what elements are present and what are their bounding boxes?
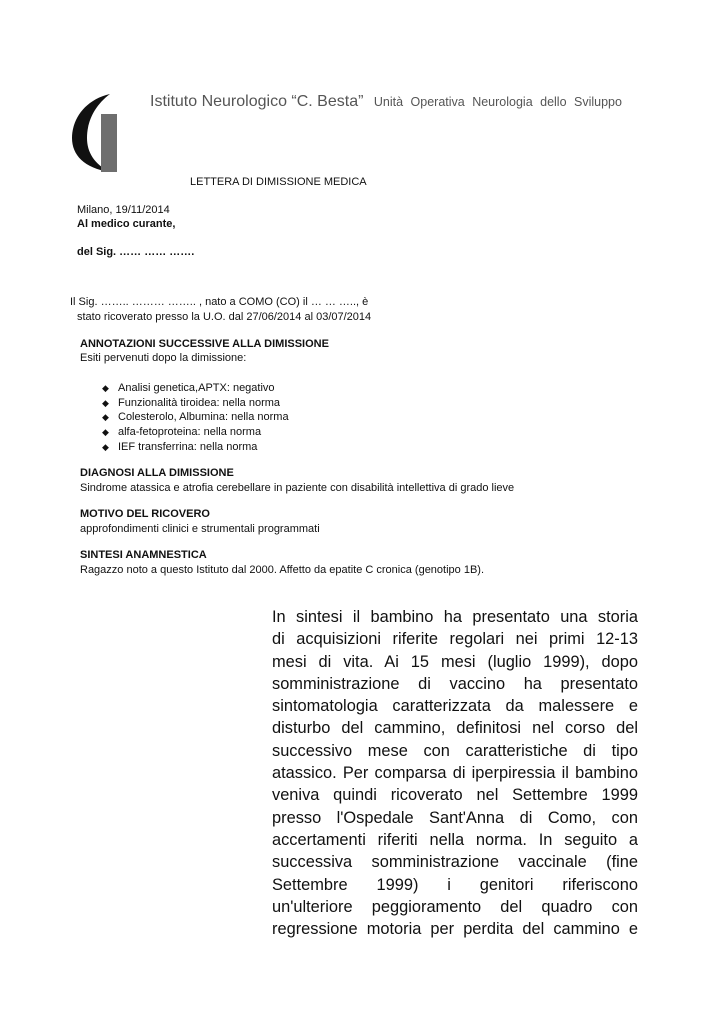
header bbox=[150, 93, 622, 111]
list-item: ◆ Analisi genetica,APTX: negativo bbox=[102, 382, 275, 394]
place-date: Milano, 19/11/2014 bbox=[77, 204, 170, 216]
bullet-icon: ◆ bbox=[102, 412, 109, 423]
list-item: ◆ IEF transferrina: nella norma bbox=[102, 440, 258, 453]
annotations-intro: Esiti pervenuti dopo la dimissione: bbox=[80, 352, 247, 364]
narrative-line: somministrazione di vaccino ha presentato bbox=[272, 674, 638, 693]
list-item: ◆ Colesterolo, Albumina: nella norma bbox=[102, 411, 289, 424]
results-list bbox=[102, 381, 289, 454]
unit-name: Unità Operativa Neurologia dello Sviluppo bbox=[373, 95, 622, 109]
anamnesis-title: SINTESI ANAMNESTICA bbox=[80, 549, 207, 561]
recipient: Al medico curante, bbox=[77, 218, 176, 230]
narrative-line: Settembre 1999) i genitori riferiscono bbox=[272, 875, 638, 894]
narrative-line: successiva somministrazione vaccinale (fine bbox=[272, 853, 638, 872]
list-item: ◆ Funzionalità tiroidea: nella norma bbox=[102, 396, 281, 409]
letter-title: LETTERA DI DIMISSIONE MEDICA bbox=[190, 176, 367, 188]
diagnosis-text: Sindrome atassica e atrofia cerebellare in paziente con disabilità intellettiva di grado lieve bbox=[80, 482, 515, 494]
narrative-line: sintomatologia caratterizzata da malessere e bbox=[272, 697, 638, 716]
narrative-line: disturbo del cammino, definitosi nel corso del bbox=[272, 719, 638, 738]
bullet-icon: ◆ bbox=[102, 397, 109, 408]
narrative-line: In sintesi il bambino ha presentato una storia bbox=[272, 608, 638, 626]
narrative-line: mesi di vita. Ai 15 mesi (luglio 1999), dopo bbox=[272, 652, 638, 671]
narrative-line: regressione motoria per perdita del cammino e bbox=[272, 920, 638, 939]
institute-name: Istituto Neurologico “C. Besta” bbox=[150, 93, 364, 110]
reason-title: MOTIVO DEL RICOVERO bbox=[80, 508, 210, 520]
narrative-line: di acquisizioni riferite regolari nei primi 12-13 bbox=[272, 630, 638, 649]
admission-line-1: Il Sig. …….. ……… …….. , nato a COMO (CO) il … … ….., è bbox=[70, 296, 369, 308]
bullet-icon: ◆ bbox=[102, 441, 109, 452]
institute-logo-icon bbox=[72, 92, 122, 174]
anamnesis-text: Ragazzo noto a questo Istituto dal 2000. Affetto da epatite C cronica (genotipo 1B). bbox=[80, 564, 485, 576]
bullet-icon: ◆ bbox=[102, 383, 109, 393]
narrative-line: successivo mese con caratteristiche di tipo bbox=[272, 741, 638, 760]
annotations-title: ANNOTAZIONI SUCCESSIVE ALLA DIMISSIONE bbox=[80, 338, 329, 350]
list-item: ◆ alfa-fetoproteina: nella norma bbox=[102, 426, 262, 439]
narrative-line: atassico. Per comparsa di iperpiressia il bambino bbox=[272, 764, 638, 783]
diagnosis-title: DIAGNOSI ALLA DIMISSIONE bbox=[80, 467, 234, 479]
narrative-line: presso l'Ospedale Sant'Anna di Como, con bbox=[272, 808, 638, 827]
narrative-line: un'ulteriore peggioramento del quadro con bbox=[272, 897, 638, 916]
narrative-line: veniva quindi ricoverato nel Settembre 1999 bbox=[272, 786, 638, 805]
bullet-icon: ◆ bbox=[102, 427, 109, 438]
admission-line-2: stato ricoverato presso la U.O. dal 27/06/2014 al 03/07/2014 bbox=[77, 311, 372, 323]
narrative-line: accertamenti riferiti nella norma. In seguito a bbox=[272, 830, 638, 849]
reason-text: approfondimenti clinici e strumentali programmati bbox=[80, 523, 320, 535]
patient-reference: del Sig. …… …… ……. bbox=[77, 246, 195, 258]
narrative-text bbox=[272, 606, 638, 940]
